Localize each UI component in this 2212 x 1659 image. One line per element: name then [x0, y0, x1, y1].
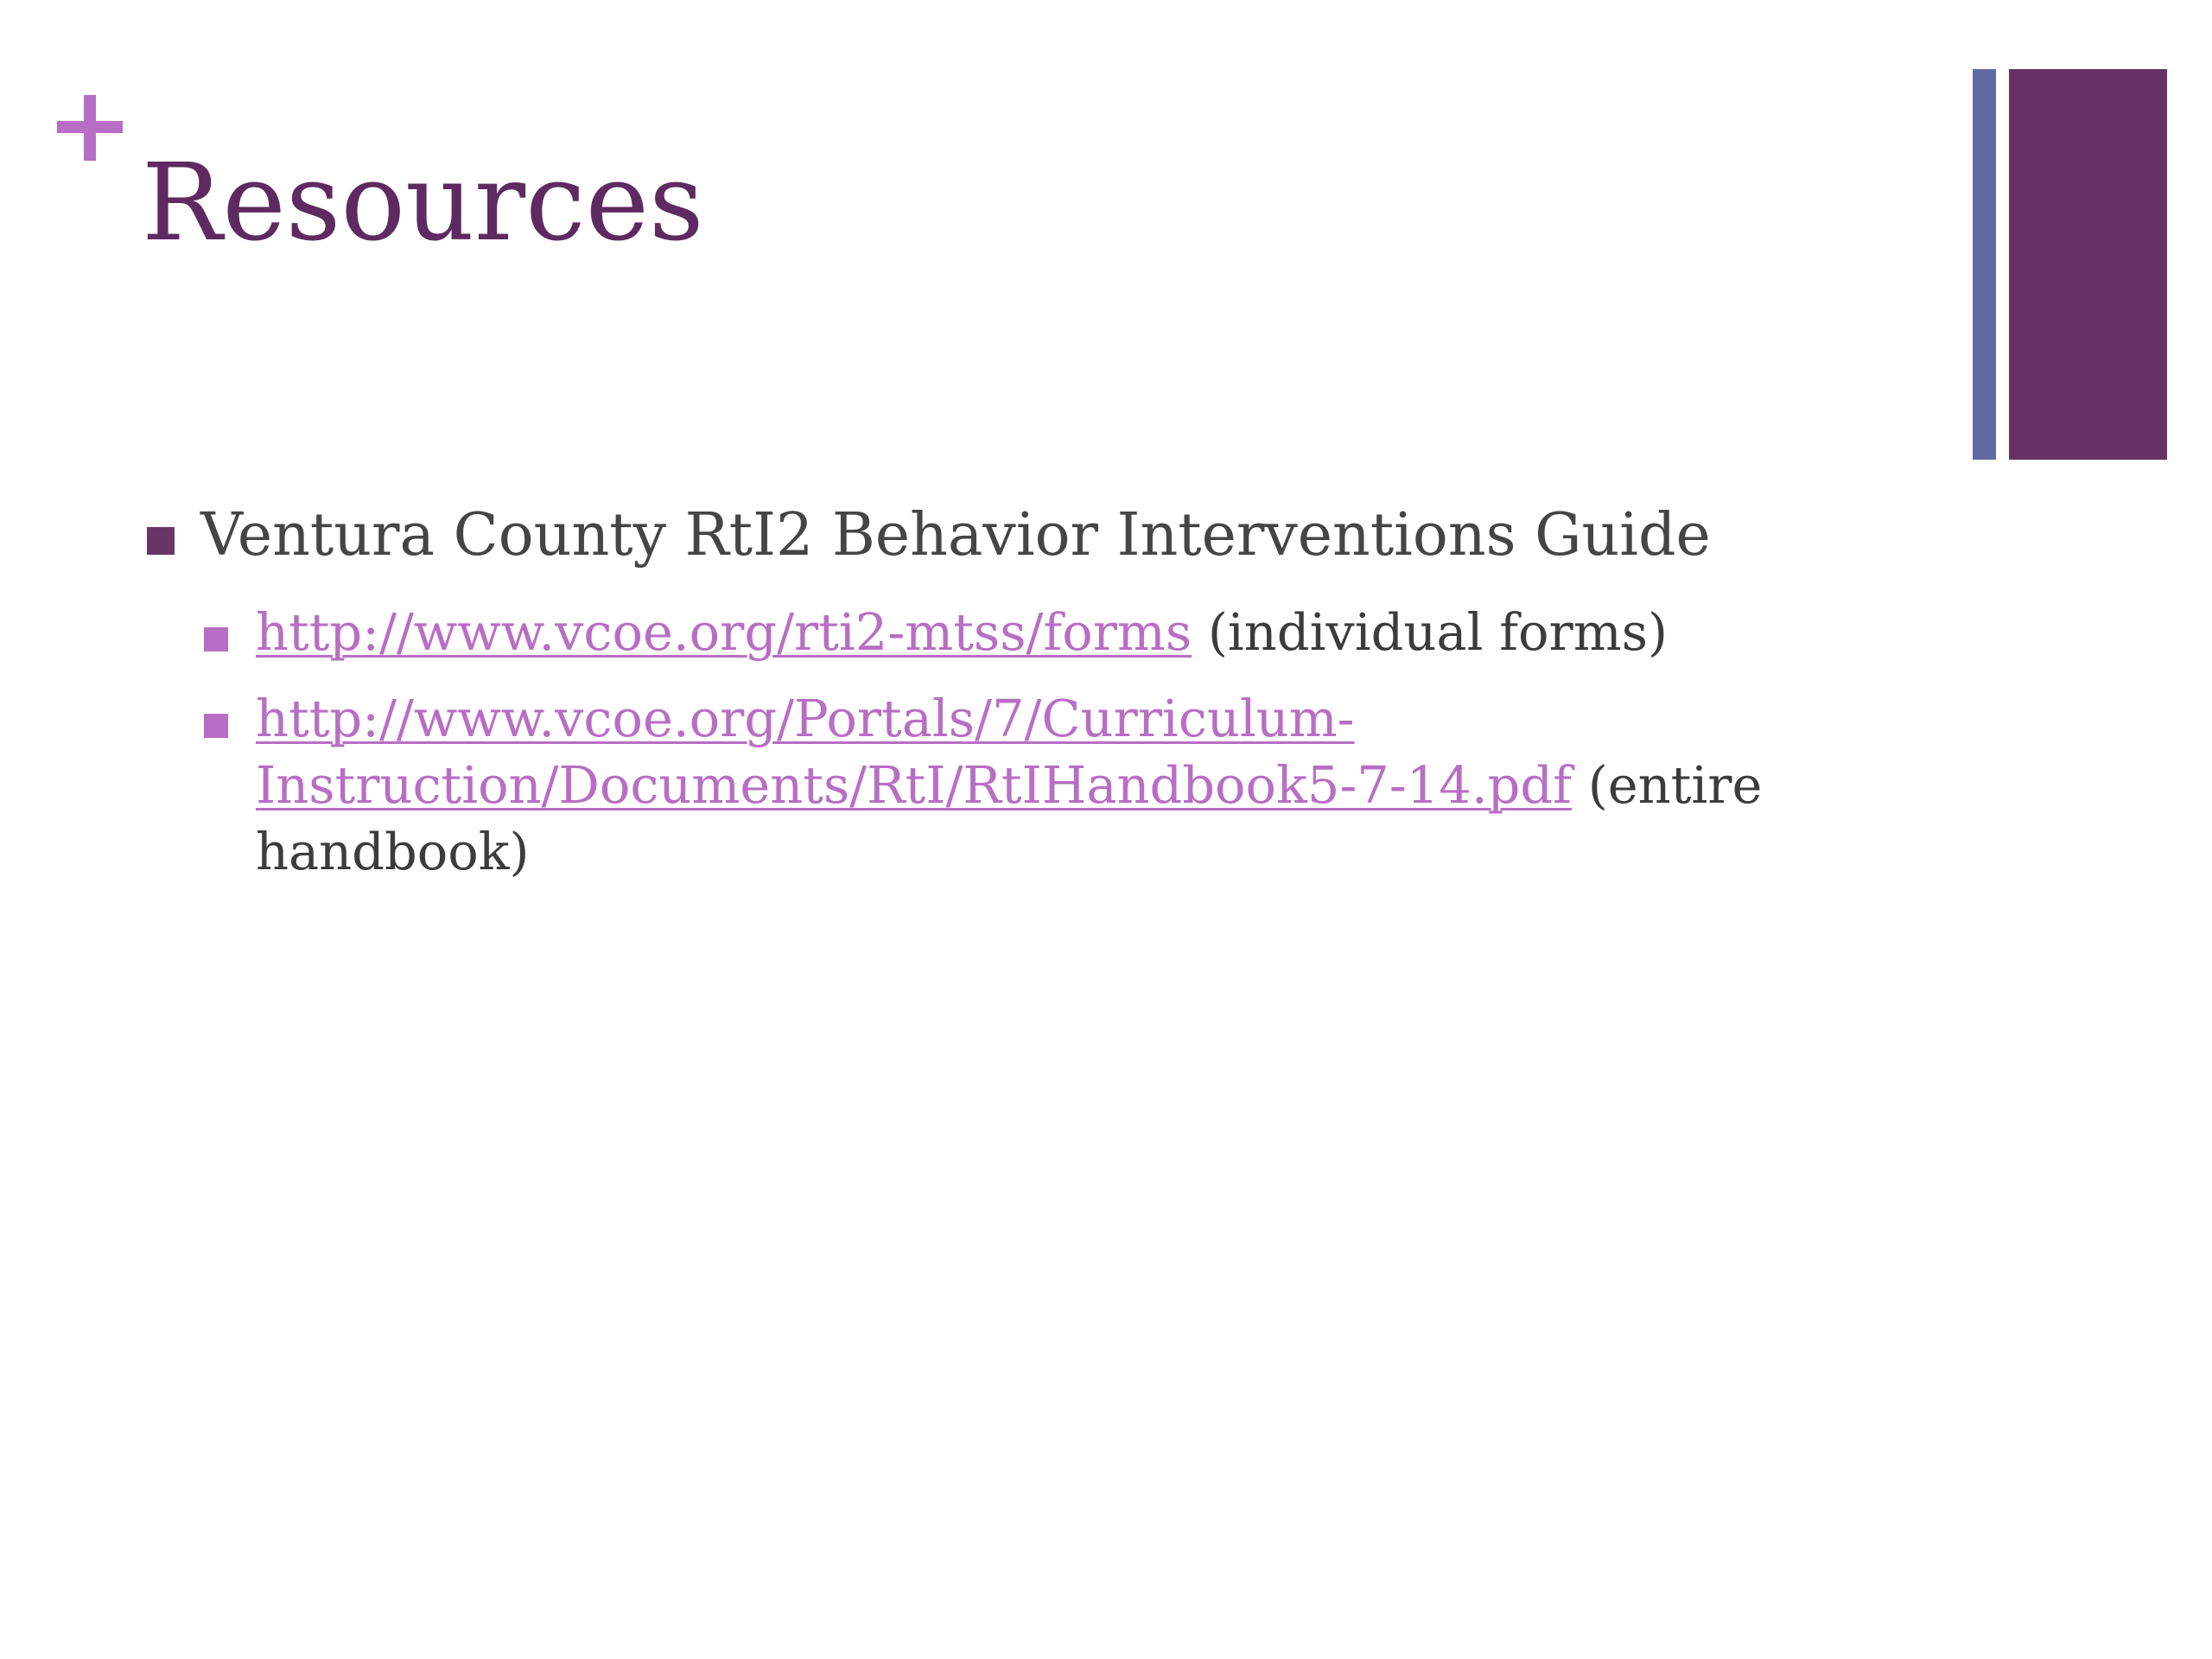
sub-bullet-list [145, 599, 1787, 885]
bullet-item [145, 493, 1787, 579]
slide-content [145, 493, 1787, 885]
decorative-bar-wide [2009, 69, 2167, 460]
square-bullet-icon [147, 527, 175, 555]
link-description: (entire handbook) [256, 755, 1763, 881]
handbook-link-line2[interactable]: Instruction/Documents/RtI/RtIHandbook5-7-14.pdf [256, 755, 1572, 815]
slide-title: Resources [142, 141, 704, 265]
plus-icon [57, 95, 123, 161]
sub-bullet-item [145, 599, 1787, 665]
sub-bullet-item [145, 685, 1787, 885]
link-description: (individual forms) [1192, 602, 1669, 662]
decorative-bar-thin [1973, 69, 1996, 460]
handbook-link-line1[interactable]: http://www.vcoe.org/Portals/7/Curriculum- [256, 689, 1355, 748]
bullet-text: Ventura County RtI2 Behavior Interventions Guide [200, 501, 1711, 569]
forms-link[interactable]: http://www.vcoe.org/rti2-mtss/forms [256, 602, 1192, 662]
square-bullet-icon [204, 627, 228, 652]
square-bullet-icon [204, 714, 228, 738]
